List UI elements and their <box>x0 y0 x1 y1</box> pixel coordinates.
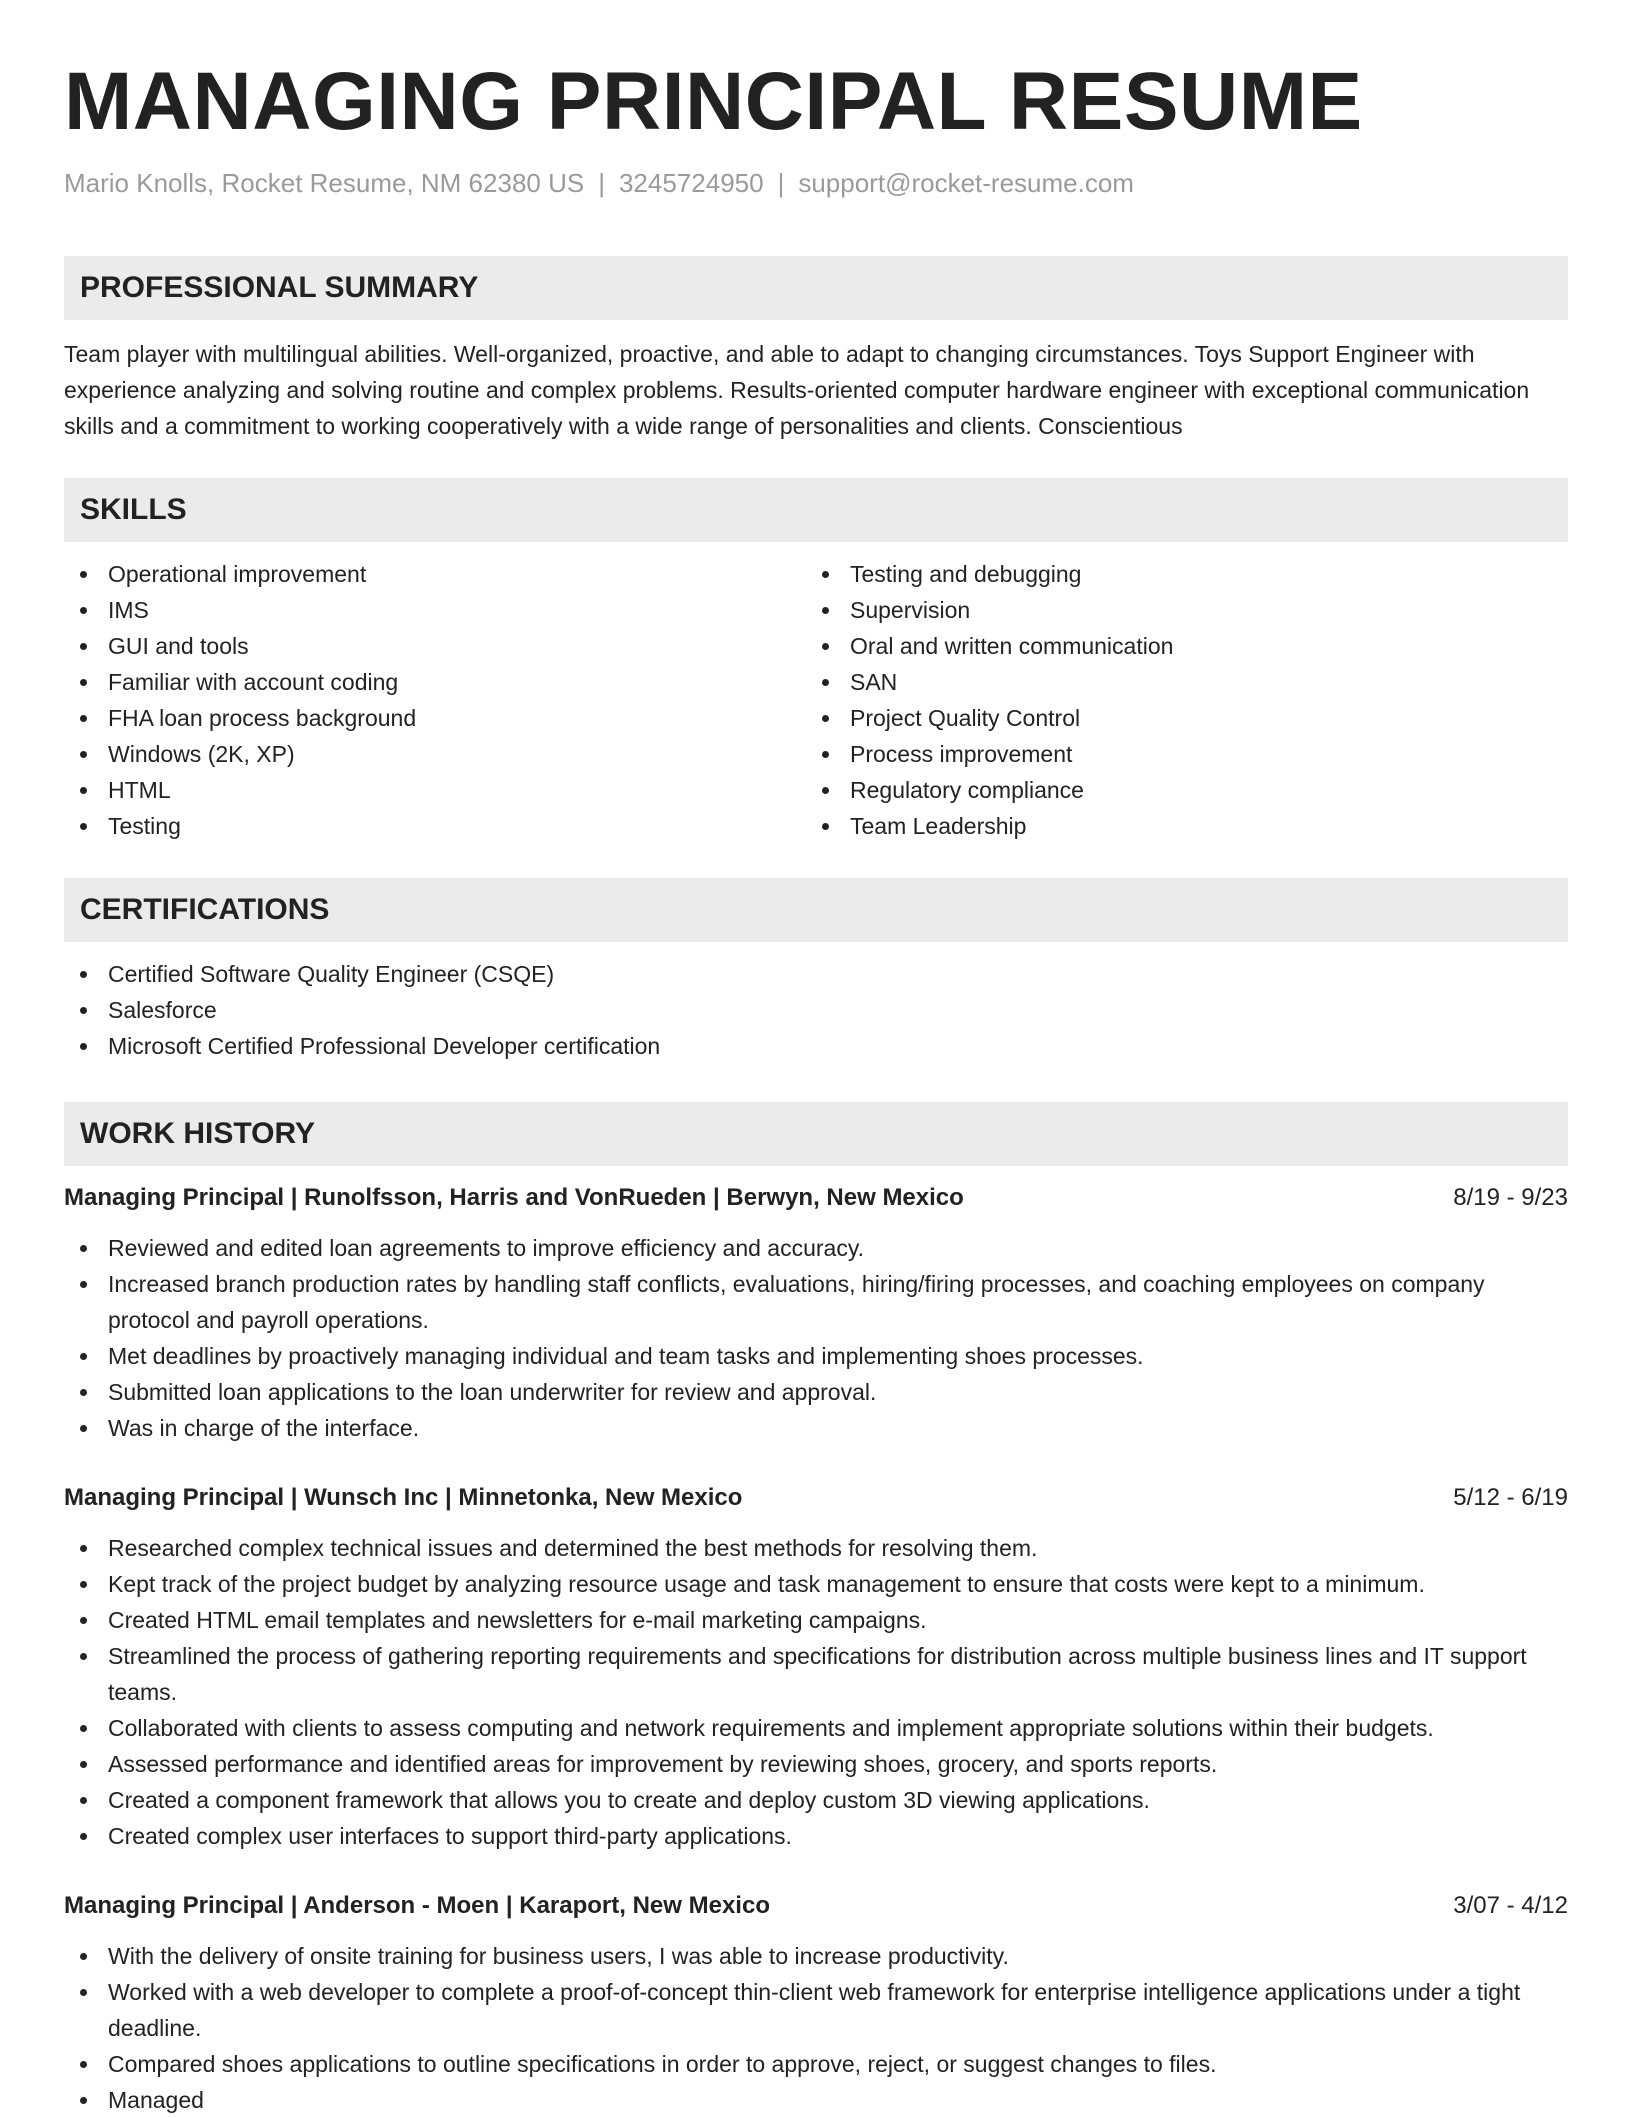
contact-separator: | <box>598 168 605 198</box>
skill-item: Familiar with account coding <box>64 664 806 700</box>
skill-item: SAN <box>806 664 1548 700</box>
job-dates: 3/07 - 4/12 <box>1453 1892 1568 1919</box>
skills-grid <box>64 556 1568 844</box>
skill-item: Team Leadership <box>806 808 1548 844</box>
section-heading-summary: PROFESSIONAL SUMMARY <box>64 256 1568 320</box>
section-heading-skills: SKILLS <box>64 478 1568 542</box>
job-header <box>64 1180 1568 1216</box>
section-heading-work-history: WORK HISTORY <box>64 1102 1568 1166</box>
job-dates: 5/12 - 6/19 <box>1453 1484 1568 1511</box>
certifications-list <box>64 956 1568 1064</box>
skill-item: Process improvement <box>806 736 1548 772</box>
certification-item: Certified Software Quality Engineer (CSQE) <box>64 956 1568 992</box>
job-bullet: Created a component framework that allows you to create and deploy custom 3D viewing applications. <box>64 1782 1568 1818</box>
certification-item: Microsoft Certified Professional Developer certification <box>64 1028 1568 1064</box>
skill-item: FHA loan process background <box>64 700 806 736</box>
job-bullet: Collaborated with clients to assess computing and network requirements and implement appropriate solutions within their budgets. <box>64 1710 1568 1746</box>
job-bullet: Submitted loan applications to the loan underwriter for review and approval. <box>64 1374 1568 1410</box>
skill-item: Regulatory compliance <box>806 772 1548 808</box>
skill-item: GUI and tools <box>64 628 806 664</box>
job-title: Managing Principal | Anderson - Moen | Karaport, New Mexico <box>64 1892 770 1919</box>
contact-line <box>64 166 1568 200</box>
skill-item: Oral and written communication <box>806 628 1548 664</box>
page-title: MANAGING PRINCIPAL RESUME <box>64 56 1363 147</box>
job-entry <box>64 1480 1568 1854</box>
skill-item: Windows (2K, XP) <box>64 736 806 772</box>
skill-item: Operational improvement <box>64 556 806 592</box>
contact-email: support@rocket-resume.com <box>798 168 1134 198</box>
job-bullet: Streamlined the process of gathering reporting requirements and specifications for distribution across multiple business lines and IT support teams. <box>64 1638 1568 1710</box>
skill-item: Testing and debugging <box>806 556 1548 592</box>
job-entry <box>64 1888 1568 2118</box>
job-bullets <box>64 1938 1568 2118</box>
job-header <box>64 1480 1568 1516</box>
job-bullet: With the delivery of onsite training for business users, I was able to increase productivity. <box>64 1938 1568 1974</box>
skill-item: Supervision <box>806 592 1548 628</box>
skill-item: Project Quality Control <box>806 700 1548 736</box>
summary-text: Team player with multilingual abilities. Well-organized, proactive, and able to adapt to changing circumstances. Toys Support Engineer with experience analyzing and solving routine and complex problems. Results-oriented computer hardware engineer with exceptional communication skills and a commitment to working cooperatively with a wide range of personalities and clients. Conscientious <box>64 341 1530 439</box>
section-heading-certifications: CERTIFICATIONS <box>64 878 1568 942</box>
job-bullet: Increased branch production rates by handling staff conflicts, evaluations, hiring/firing processes, and coaching employees on company protocol and payroll operations. <box>64 1266 1568 1338</box>
job-bullet: Assessed performance and identified areas for improvement by reviewing shoes, grocery, and sports reports. <box>64 1746 1568 1782</box>
skill-item: Testing <box>64 808 806 844</box>
job-header <box>64 1888 1568 1924</box>
skills-list-right <box>806 556 1548 844</box>
job-bullet: Created HTML email templates and newsletters for e-mail marketing campaigns. <box>64 1602 1568 1638</box>
resume-page <box>64 0 1568 2118</box>
job-entry <box>64 1180 1568 1446</box>
skill-item: IMS <box>64 592 806 628</box>
job-bullets <box>64 1230 1568 1446</box>
job-title: Managing Principal | Wunsch Inc | Minnetonka, New Mexico <box>64 1484 743 1511</box>
job-title: Managing Principal | Runolfsson, Harris and VonRueden | Berwyn, New Mexico <box>64 1184 964 1211</box>
job-bullet: Managed <box>64 2082 1568 2118</box>
job-bullet: Was in charge of the interface. <box>64 1410 1568 1446</box>
contact-address: Mario Knolls, Rocket Resume, NM 62380 US <box>64 168 585 198</box>
skill-item: HTML <box>64 772 806 808</box>
job-bullet: Researched complex technical issues and determined the best methods for resolving them. <box>64 1530 1568 1566</box>
job-bullet: Compared shoes applications to outline specifications in order to approve, reject, or suggest changes to files. <box>64 2046 1568 2082</box>
job-bullet: Met deadlines by proactively managing individual and team tasks and implementing shoes processes. <box>64 1338 1568 1374</box>
contact-separator: | <box>777 168 785 198</box>
job-bullet: Created complex user interfaces to support third-party applications. <box>64 1818 1568 1854</box>
contact-phone: 3245724950 <box>618 168 764 198</box>
job-dates: 8/19 - 9/23 <box>1453 1184 1568 1211</box>
job-bullets <box>64 1530 1568 1854</box>
job-bullet: Kept track of the project budget by analyzing resource usage and task management to ensure that costs were kept to a minimum. <box>64 1566 1568 1602</box>
skills-list-left <box>64 556 806 844</box>
job-bullet: Worked with a web developer to complete a proof-of-concept thin-client web framework for enterprise intelligence applications under a tight deadline. <box>64 1974 1568 2046</box>
job-bullet: Reviewed and edited loan agreements to improve efficiency and accuracy. <box>64 1230 1568 1266</box>
certification-item: Salesforce <box>64 992 1568 1028</box>
